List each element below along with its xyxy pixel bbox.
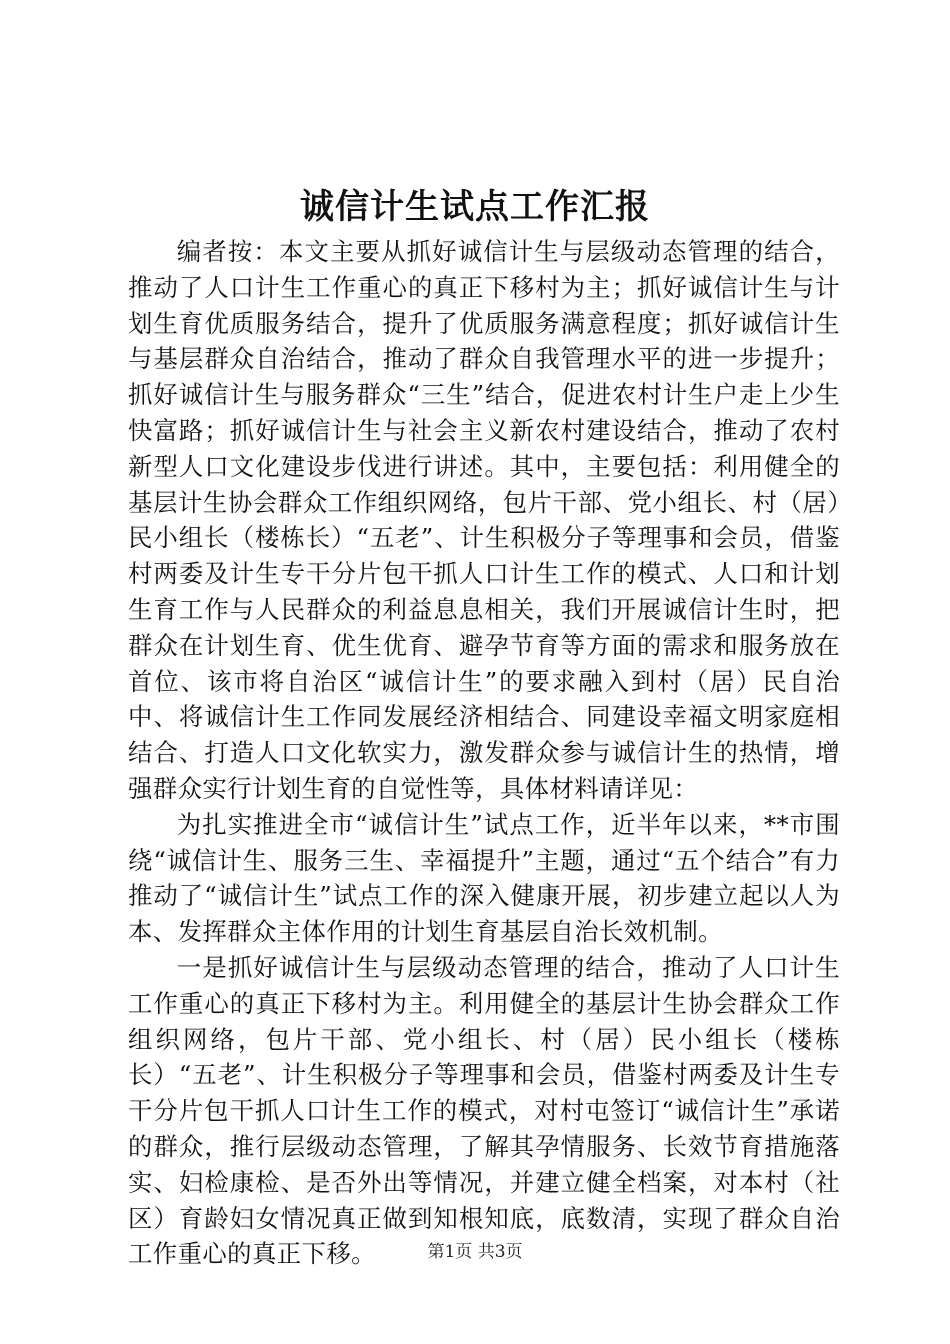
page-number-footer: 第1页 共3页 <box>427 1242 523 1262</box>
document-title: 诚信计生试点工作汇报 <box>300 187 650 227</box>
paragraph-point-one: 一是抓好诚信计生与层级动态管理的结合，推动了人口计生工作重心的真正下移村为主。利用健全的基层计生协会群众工作组织网络，包片干部、党小组长、村（居）民小组长（楼栋长）“五老”、计生积极分子等理事和会员，借鉴村两委及计生专干分片包干抓人口计生工作的模式，对村屯签订“诚信计生”承诺的群众，推行层级动态管理，了解其孕情服务、长效节育措施落实、妇检康检、是否外出等情况，并建立健全档案，对本村（社区）育龄妇女情况真正做到知根知底，底数清，实现了群众自治工作重心的真正下移。 <box>128 952 840 1269</box>
document-body <box>128 234 840 1272</box>
paragraph-editor-note: 编者按：本文主要从抓好诚信计生与层级动态管理的结合，推动了人口计生工作重心的真正下移村为主；抓好诚信计生与计划生育优质服务结合，提升了优质服务满意程度；抓好诚信计生与基层群众自治结合，推动了群众自我管理水平的进一步提升；抓好诚信计生与服务群众“三生”结合，促进农村计生户走上少生快富路；抓好诚信计生与社会主义新农村建设结合，推动了农村新型人口文化建设步伐进行讲述。其中，主要包括：利用健全的基层计生协会群众工作组织网络，包片干部、党小组长、村（居）民小组长（楼栋长）“五老”、计生积极分子等理事和会员，借鉴村两委及计生专干分片包干抓人口计生工作的模式、人口和计划生育工作与人民群众的利益息息相关，我们开展诚信计生时，把群众在计划生育、优生优育、避孕节育等方面的需求和服务放在首位、该市将自治区“诚信计生”的要求融入到村（居）民自治中、将诚信计生工作同发展经济相结合、同建设幸福文明家庭相结合、打造人口文化软实力，激发群众参与诚信计生的热情，增强群众实行计划生育的自觉性等，具体材料请详见： <box>128 237 840 803</box>
paragraph-intro: 为扎实推进全市“诚信计生”试点工作，近半年以来，**市围绕“诚信计生、服务三生、幸福提升”主题，通过“五个结合”有力推动了“诚信计生”试点工作的深入健康开展，初步建立起以人为本、发挥群众主体作用的计划生育基层自治长效机制。 <box>128 809 840 947</box>
